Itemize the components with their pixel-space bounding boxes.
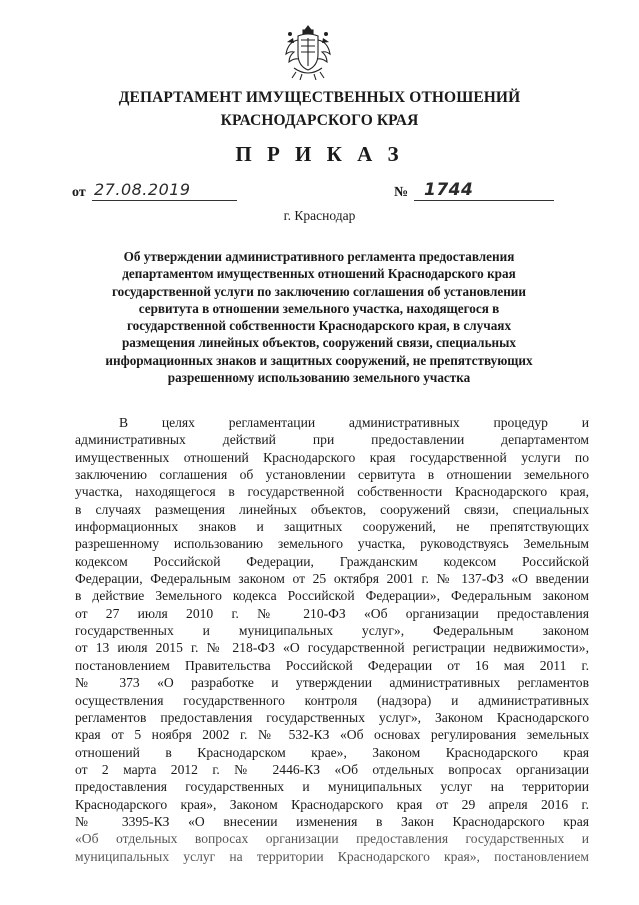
heading-line: сервитута в отношении земельного участка, находящегося в <box>138 300 500 316</box>
body-line: муниципальных услуг на территории Краснодарского края», постановлением <box>75 848 589 864</box>
order-title: П Р И К А З <box>235 142 404 166</box>
department-line-2: КРАСНОДАРСКОГО КРАЯ <box>220 112 419 129</box>
body-line: в случаях размещения линейных объектов, сооружений связи, специальных <box>75 501 589 517</box>
body-line: постановлением Правительства Российской Федерации от 16 мая 2011 г. <box>75 657 589 673</box>
body-line: Федерации, Федеральным законом от 25 октября 2001 г. № 137-ФЗ «О введении <box>75 571 589 587</box>
body-line: информационных знаков и защитных сооружений, не препятствующих <box>75 519 589 535</box>
body-line: разрешенному использованию земельного участка, руководствуясь Земельным <box>75 536 589 552</box>
department-name <box>60 86 579 132</box>
order-number-handwritten: 1744 <box>424 180 474 200</box>
body-line: заключению соглашения об установлении сервитута в отношении земельного <box>75 467 589 483</box>
body-line: кодексом Российской Федерации, Гражданским кодексом Российской <box>75 553 589 569</box>
body-line: осуществления государственного контроля (надзора) и административных <box>75 692 589 708</box>
coat-of-arms-icon <box>282 22 334 82</box>
body-line: в действие Земельного кодекса Российской Федерации», Федеральным законом <box>75 588 589 604</box>
order-date-number-row <box>72 180 542 204</box>
body-line: края от 5 ноября 2002 г. № 532-КЗ «Об основах регулирования земельных <box>75 727 589 743</box>
heading-line: разрешенному использованию земельного участка <box>167 370 471 386</box>
number-label: № <box>394 185 409 200</box>
order-date-handwritten: 27.08.2019 <box>94 180 191 199</box>
body-line: имущественных отношений Краснодарского края государственной услуги по <box>75 449 589 465</box>
body-line: № 373 «О разработке и утверждении административных регламентов <box>75 675 589 691</box>
body-line: № 3395-КЗ «О внесении изменения в Закон Краснодарского края <box>75 813 589 829</box>
heading-line: государственной собственности Краснодарского края, в случаях <box>126 318 512 334</box>
body-line: от 2 марта 2012 г. № 2446-КЗ «Об отдельных вопросах организации <box>75 761 589 777</box>
body-line: отношений в Краснодарском крае», Законом Краснодарского края <box>75 744 589 760</box>
order-heading <box>92 248 546 386</box>
number-underline <box>414 200 554 201</box>
body-line: участка, находящегося в государственной собственности Краснодарского края, <box>75 484 589 500</box>
body-line: В целях регламентации административных процедур и <box>119 415 589 430</box>
heading-line: департаментом имущественных отношений Краснодарского края <box>122 266 516 282</box>
body-line: предоставления государственных и муниципальных услуг на территории <box>75 779 589 795</box>
heading-line: информационных знаков и защитных сооружений, не препятствующих <box>105 352 533 368</box>
body-line: административных действий при предоставлении департаментом <box>75 432 589 448</box>
body-line: от 27 июля 2010 г. № 210-ФЗ «Об организации предоставления <box>75 605 589 621</box>
body-line: «Об отдельных вопросах организации предоставления государственных и <box>75 831 589 847</box>
city: г. Краснодар <box>283 208 356 223</box>
body-line: Краснодарского края», Законом Краснодарского края от 29 апреля 2016 г. <box>75 796 589 812</box>
date-underline <box>92 200 237 201</box>
department-line-1: ДЕПАРТАМЕНТ ИМУЩЕСТВЕННЫХ ОТНОШЕНИЙ <box>118 89 521 106</box>
body-line: государственных и муниципальных услуг», Федеральным законом <box>75 623 589 639</box>
date-label: от <box>72 185 86 200</box>
heading-line: размещения линейных объектов, сооружений связи, специальных <box>121 335 517 351</box>
body-line: от 13 июля 2015 г. № 218-ФЗ «О государственной регистрации недвижимости», <box>75 640 589 656</box>
heading-line: государственной услуги по заключению соглашения об установлении <box>111 283 526 299</box>
order-body <box>75 414 589 865</box>
body-line: регламентов предоставления государственных услуг», Законом Краснодарского <box>75 709 589 725</box>
heading-line: Об утверждении административного регламента предоставления <box>123 249 515 264</box>
